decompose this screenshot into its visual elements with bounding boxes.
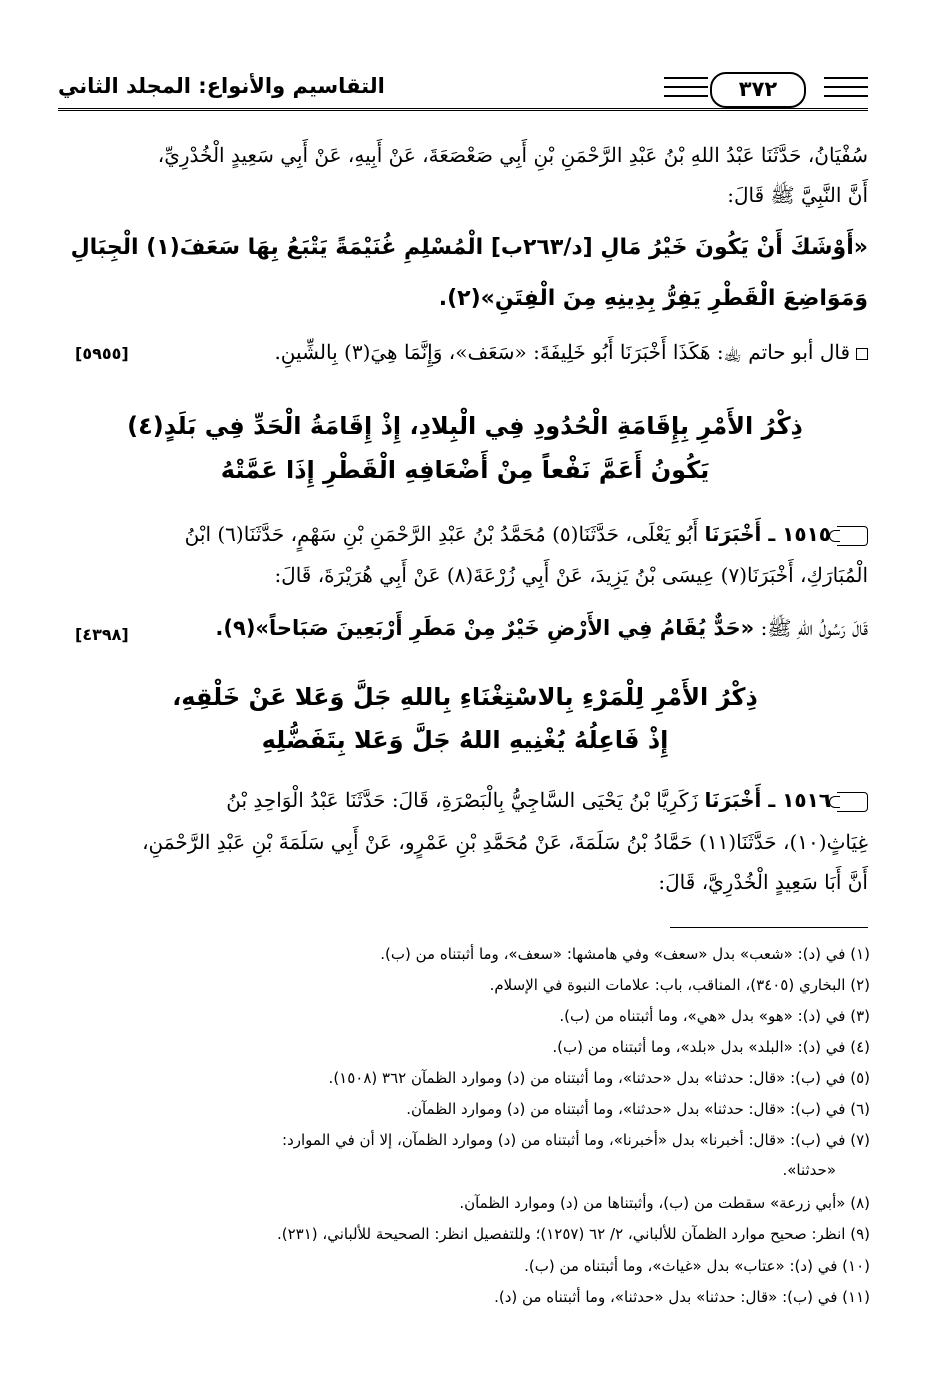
hadith-1516-line bbox=[68, 788, 868, 812]
hadith-1515-line bbox=[68, 522, 868, 546]
hadith-text: قَالَ رَسُولُ اللهِ ﷺ: bbox=[760, 616, 868, 640]
commentary-line bbox=[210, 340, 868, 369]
running-header bbox=[58, 74, 868, 114]
chapter-heading-line: إِذْ فَاعِلُهُ يُغْنِيهِ اللهُ جَلَّ وَعَلا بِتَفَضُّلِهِ bbox=[261, 726, 669, 754]
reference-number: [٤٣٩٨] bbox=[75, 625, 129, 644]
hadith-1516-line: غِيَاثٍ(١٠)، حَدَّثَنَا(١١) حَمَّادُ بْنُ سَلَمَةَ، عَنْ مُحَمَّدِ بْنِ عَمْرٍو، عَنْ أَبِي سَلَمَةَ بْنِ عَبْدِ الرَّحْمَنِ، bbox=[142, 830, 868, 854]
chapter-heading-line: ذِكْرُ الأَمْرِ بِإِقَامَةِ الْحُدُودِ فِي الْبِلادِ، إِذْ إِقَامَةُ الْحَدِّ فِي بَلَدٍ(٤) bbox=[127, 412, 803, 440]
square-bullet-icon bbox=[856, 348, 868, 360]
header-ornament-left bbox=[664, 77, 708, 103]
hadith-text: زَكَرِيَّا بْنُ يَحْيَى السَّاجِيُّ بِالْبَصْرَةِ، قَالَ: حَدَّثَنَا عَبْدُ الْوَاحِدِ بْنُ bbox=[226, 788, 699, 812]
header-title: التقاسيم والأنواع: المجلد الثاني bbox=[58, 74, 385, 98]
hadith-number: ١٥١٦ ـ أَخْبَرَنَا bbox=[704, 788, 831, 812]
footnote-separator bbox=[670, 927, 868, 928]
commentary-text: قال أبو حاتم ﵀: هَكَذَا أَخْبَرَنَا أَبُو خَلِيفَةَ: «سَعَف»، وَإِنَّمَا هِيَ(٣) بِالشِّينِ. bbox=[274, 340, 850, 364]
hadith-1515-line: الْمُبَارَكِ، أَخْبَرَنَا(٧) عِيسَى بْنُ يَزِيدَ، عَنْ أَبِي زُرْعَةَ(٨) عَنْ أَبِي هُرَيْرَةَ، قَالَ: bbox=[274, 563, 868, 587]
hadith-quote-line: وَمَوَاضِعَ الْقَطْرِ يَفِرُّ بِدِينِهِ مِنَ الْفِتَنِ»(٢). bbox=[438, 286, 868, 311]
footnote: (٨) «أبي زرعة» سقطت من (ب)، وأثبتناها من (د) وموارد الظمآن. bbox=[459, 1194, 870, 1212]
footnote: (٧) في (ب): «قال: أخبرنا» بدل «أخبرنا»، وما أثبتناه من (د) وموارد الظمآن، إلا أن في الموارد: bbox=[282, 1131, 870, 1149]
page-number: ٣٧٢ bbox=[710, 72, 806, 108]
footnote: (١٠) في (د): «عتاب» بدل «غياث»، وما أثبتناه من (ب). bbox=[524, 1257, 870, 1275]
hadith-marker-icon bbox=[837, 526, 868, 546]
footnote: (٢) البخاري (٣٤٠٥)، المناقب، باب: علامات النبوة في الإسلام. bbox=[489, 976, 870, 994]
hadith-text: أَبُو يَعْلَى، حَدَّثَنَا(٥) مُحَمَّدُ بْنُ عَبْدِ الرَّحْمَنِ بْنِ سَهْمٍ، حَدَّثَنَا(٦) ابْنُ bbox=[184, 522, 699, 546]
footnote: (٩) انظر: صحيح موارد الظمآن للألباني، ٢/ ٦٢ (١٢٥٧)؛ وللتفصيل انظر: الصحيحة للألباني، (٢٣١). bbox=[276, 1225, 870, 1243]
hadith-quote-line: «أَوْشَكَ أَنْ يَكُونَ خَيْرُ مَالِ [د/٢٦٣ب] الْمُسْلِمِ غُنَيْمَةً يَتْبَعُ بِهَا سَعَفَ(١) الْجِبَالِ bbox=[70, 235, 868, 260]
footnote: (٤) في (د): «البلد» بدل «بلد»، وما أثبتناه من (ب). bbox=[552, 1038, 870, 1056]
text-line: سُفْيَانُ، حَدَّثَنَا عَبْدُ اللهِ بْنُ عَبْدِ الرَّحْمَنِ بْنِ أَبِي صَعْصَعَةَ، عَنْ أَبِيهِ، عَنْ أَبِي سَعِيدٍ الْخُدْرِيِّ، bbox=[157, 143, 868, 167]
header-rule bbox=[58, 108, 868, 111]
hadith-marker-icon bbox=[837, 792, 868, 812]
footnote-continuation: «حدثنا». bbox=[782, 1161, 836, 1179]
hadith-quote: «حَدٌّ يُقَامُ فِي الأَرْضِ خَيْرٌ مِنْ مَطَرِ أَرْبَعِينَ صَبَاحاً»(٩). bbox=[215, 616, 755, 640]
chapter-heading-line: ذِكْرُ الأَمْرِ لِلْمَرْءِ بِالاسْتِغْنَاءِ بِاللهِ جَلَّ وَعَلا عَنْ خَلْقِهِ، bbox=[172, 683, 758, 711]
footnote: (١١) في (ب): «قال: حدثنا» بدل «حدثنا»، وما أثبتناه من (د). bbox=[494, 1288, 870, 1306]
text-line: أَنَّ النَّبِيَّ ﷺ قَالَ: bbox=[727, 183, 868, 207]
footnote: (٣) في (د): «هو» بدل «هي»، وما أثبتناه من (ب). bbox=[559, 1007, 870, 1025]
footnote: (٥) في (ب): «قال: حدثنا» بدل «حدثنا»، وما أثبتناه من (د) وموارد الظمآن ٣٦٢ (١٥٠٨). bbox=[328, 1069, 870, 1087]
chapter-heading-line: يَكُونُ أَعَمَّ نَفْعاً مِنْ أَضْعَافِهِ الْقَطْرِ إِذَا عَمَّتْهُ bbox=[220, 456, 710, 484]
hadith-1515-quote bbox=[200, 616, 868, 645]
hadith-number: ١٥١٥ ـ أَخْبَرَنَا bbox=[704, 522, 831, 546]
hadith-1516-line: أَنَّ أَبَا سَعِيدٍ الْخُدْرِيَّ، قَالَ: bbox=[658, 870, 868, 894]
footnote: (١) في (د): «شعب» بدل «سعف» وفي هامشها: «سعف»، وما أثبتناه من (ب). bbox=[380, 945, 870, 963]
footnote: (٦) في (ب): «قال: حدثنا» بدل «حدثنا»، وما أثبتناه من (د) وموارد الظمآن. bbox=[406, 1100, 870, 1118]
reference-number: [٥٩٥٥] bbox=[75, 344, 129, 363]
header-ornament-right bbox=[824, 77, 868, 103]
